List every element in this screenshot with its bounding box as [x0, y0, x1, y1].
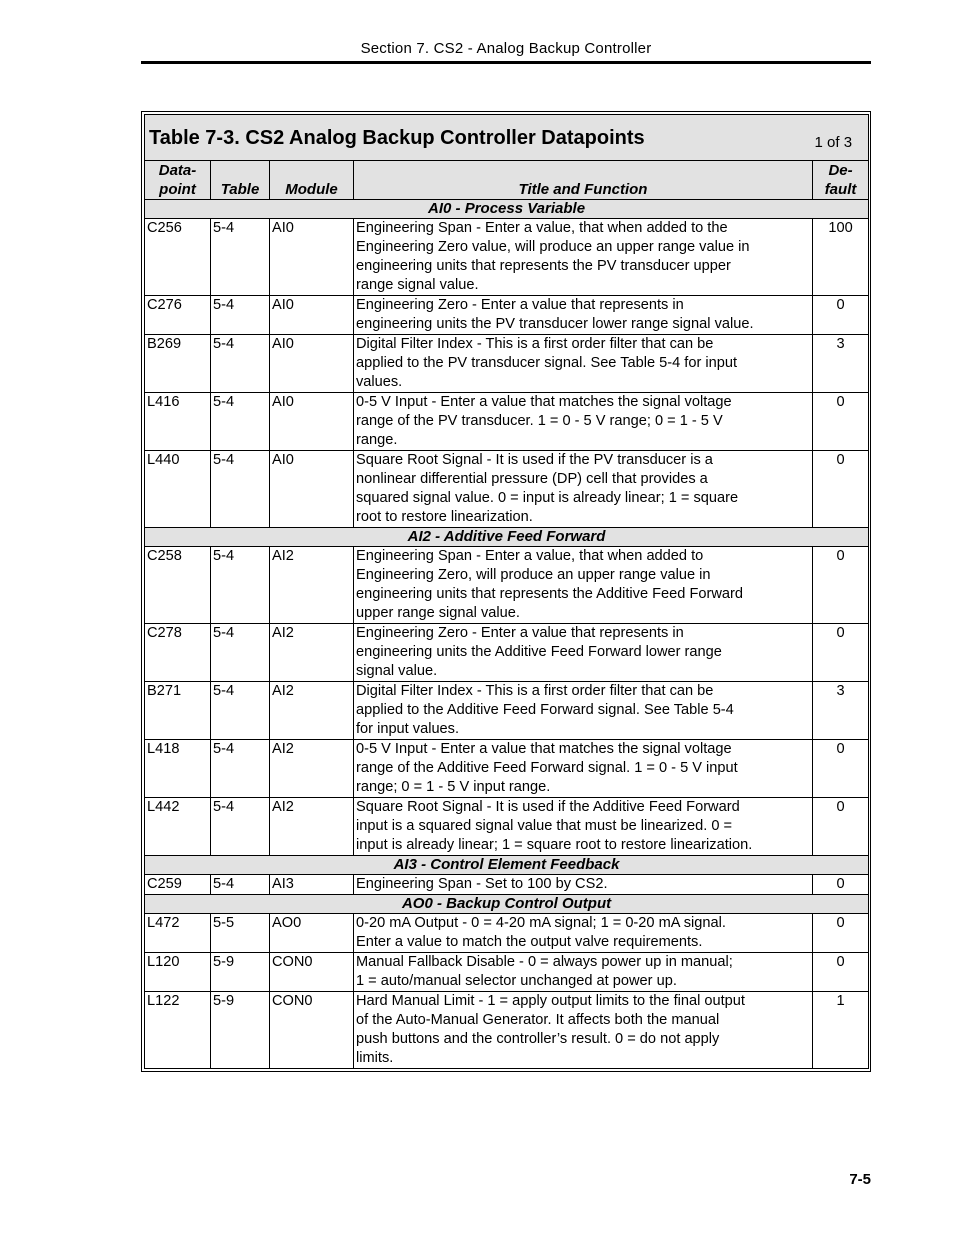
description-cell: Manual Fallback Disable - 0 = always power up in manual; 1 = auto/manual selector unchanged at power up.: [354, 953, 813, 992]
group-header: AI2 - Additive Feed Forward: [145, 528, 869, 547]
table-ref-cell: 5-4: [211, 451, 270, 528]
default-cell: 0: [813, 624, 869, 682]
group-header: AO0 - Backup Control Output: [145, 895, 869, 914]
description-cell: Engineering Span - Enter a value, that when added to Engineering Zero, will produce an upper range value in engineering units that represents the Additive Feed Forward upper range signal value.: [354, 547, 813, 624]
module-cell: AI2: [270, 740, 354, 798]
table-row: [145, 219, 869, 296]
description-cell: 0-5 V Input - Enter a value that matches the signal voltage range of the PV transducer. 1 = 0 - 5 V range; 0 = 1 - 5 V range.: [354, 393, 813, 451]
default-cell: 0: [813, 875, 869, 895]
datapoint-cell: L416: [145, 393, 211, 451]
table-ref-cell: 5-5: [211, 914, 270, 953]
module-cell: AI2: [270, 682, 354, 740]
default-cell: 0: [813, 798, 869, 856]
table-row: [145, 296, 869, 335]
module-cell: AI0: [270, 335, 354, 393]
column-header-table: Table: [211, 161, 270, 200]
datapoint-cell: L472: [145, 914, 211, 953]
datapoint-cell: B271: [145, 682, 211, 740]
column-header-title-function: Title and Function: [354, 161, 813, 200]
header-rule: [141, 61, 871, 64]
default-cell: 0: [813, 953, 869, 992]
datapoint-cell: L440: [145, 451, 211, 528]
datapoint-cell: B269: [145, 335, 211, 393]
description-cell: 0-20 mA Output - 0 = 4-20 mA signal; 1 = 0-20 mA signal. Enter a value to match the output valve requirements.: [354, 914, 813, 953]
module-cell: AI2: [270, 547, 354, 624]
datapoint-cell: L122: [145, 992, 211, 1069]
table-ref-cell: 5-4: [211, 335, 270, 393]
module-cell: AI2: [270, 624, 354, 682]
table-row: [145, 992, 869, 1069]
module-cell: AI0: [270, 451, 354, 528]
module-cell: AI0: [270, 393, 354, 451]
default-cell: 0: [813, 296, 869, 335]
column-header-default: De- fault: [813, 161, 869, 200]
datapoint-cell: C259: [145, 875, 211, 895]
table-row: [145, 451, 869, 528]
default-cell: 0: [813, 547, 869, 624]
description-cell: Square Root Signal - It is used if the PV transducer is a nonlinear differential pressure (DP) cell that provides a squared signal value. 0 = input is already linear; 1 = square root to restore linearization.: [354, 451, 813, 528]
description-cell: 0-5 V Input - Enter a value that matches the signal voltage range of the Additive Feed Forward signal. 1 = 0 - 5 V input range; 0 = 1 - 5 V input range.: [354, 740, 813, 798]
module-cell: AI0: [270, 219, 354, 296]
group-header-row: [145, 200, 869, 219]
table-row: [145, 798, 869, 856]
datapoints-table-frame: [141, 111, 871, 1072]
module-cell: AI2: [270, 798, 354, 856]
table-ref-cell: 5-4: [211, 740, 270, 798]
default-cell: 0: [813, 451, 869, 528]
default-cell: 3: [813, 682, 869, 740]
page-number: 7-5: [849, 1171, 871, 1188]
table-ref-cell: 5-4: [211, 219, 270, 296]
default-cell: 0: [813, 393, 869, 451]
table-ref-cell: 5-4: [211, 296, 270, 335]
group-header-row: [145, 856, 869, 875]
description-cell: Engineering Zero - Enter a value that represents in engineering units the PV transducer lower range signal value.: [354, 296, 813, 335]
table-title: Table 7-3. CS2 Analog Backup Controller Datapoints: [149, 127, 645, 149]
group-header: AI0 - Process Variable: [145, 200, 869, 219]
column-header-datapoint: Data- point: [145, 161, 211, 200]
default-cell: 0: [813, 740, 869, 798]
datapoint-cell: C278: [145, 624, 211, 682]
table-ref-cell: 5-9: [211, 953, 270, 992]
table-ref-cell: 5-4: [211, 875, 270, 895]
table-ref-cell: 5-4: [211, 682, 270, 740]
table-body: [145, 200, 869, 1069]
table-row: [145, 914, 869, 953]
table-row: [145, 547, 869, 624]
default-cell: 1: [813, 992, 869, 1069]
module-cell: AI0: [270, 296, 354, 335]
table-ref-cell: 5-4: [211, 624, 270, 682]
datapoint-cell: C256: [145, 219, 211, 296]
column-header-module: Module: [270, 161, 354, 200]
datapoint-cell: L418: [145, 740, 211, 798]
table-row: [145, 875, 869, 895]
group-header-row: [145, 895, 869, 914]
module-cell: CON0: [270, 992, 354, 1069]
description-cell: Digital Filter Index - This is a first order filter that can be applied to the PV transducer signal. See Table 5-4 for input values.: [354, 335, 813, 393]
description-cell: Engineering Zero - Enter a value that represents in engineering units the Additive Feed Forward lower range signal value.: [354, 624, 813, 682]
group-header-row: [145, 528, 869, 547]
table-title-bar: [145, 115, 869, 161]
table-row: [145, 953, 869, 992]
table-row: [145, 393, 869, 451]
description-cell: Engineering Span - Enter a value, that when added to the Engineering Zero value, will produce an upper range value in engineering units that represents the PV transducer upper range signal value.: [354, 219, 813, 296]
table-row: [145, 335, 869, 393]
description-cell: Hard Manual Limit - 1 = apply output limits to the final output of the Auto-Manual Generator. It affects both the manual push buttons and the controller’s result. 0 = do not apply limits.: [354, 992, 813, 1069]
module-cell: AO0: [270, 914, 354, 953]
default-cell: 0: [813, 914, 869, 953]
group-header: AI3 - Control Element Feedback: [145, 856, 869, 875]
table-ref-cell: 5-4: [211, 798, 270, 856]
default-cell: 100: [813, 219, 869, 296]
description-cell: Digital Filter Index - This is a first order filter that can be applied to the Additive Feed Forward signal. See Table 5-4 for input values.: [354, 682, 813, 740]
description-cell: Engineering Span - Set to 100 by CS2.: [354, 875, 813, 895]
datapoints-table: [144, 114, 869, 1069]
table-row: [145, 740, 869, 798]
datapoint-cell: C276: [145, 296, 211, 335]
datapoint-cell: L120: [145, 953, 211, 992]
running-head: Section 7. CS2 - Analog Backup Controller: [360, 40, 652, 57]
datapoint-cell: C258: [145, 547, 211, 624]
table-page-indicator: 1 of 3: [814, 134, 853, 151]
module-cell: AI3: [270, 875, 354, 895]
table-row: [145, 624, 869, 682]
table-ref-cell: 5-4: [211, 393, 270, 451]
table-row: [145, 682, 869, 740]
table-ref-cell: 5-9: [211, 992, 270, 1069]
module-cell: CON0: [270, 953, 354, 992]
default-cell: 3: [813, 335, 869, 393]
description-cell: Square Root Signal - It is used if the Additive Feed Forward input is a squared signal value that must be linearized. 0 = input is already linear; 1 = square root to restore linearization.: [354, 798, 813, 856]
datapoint-cell: L442: [145, 798, 211, 856]
table-ref-cell: 5-4: [211, 547, 270, 624]
